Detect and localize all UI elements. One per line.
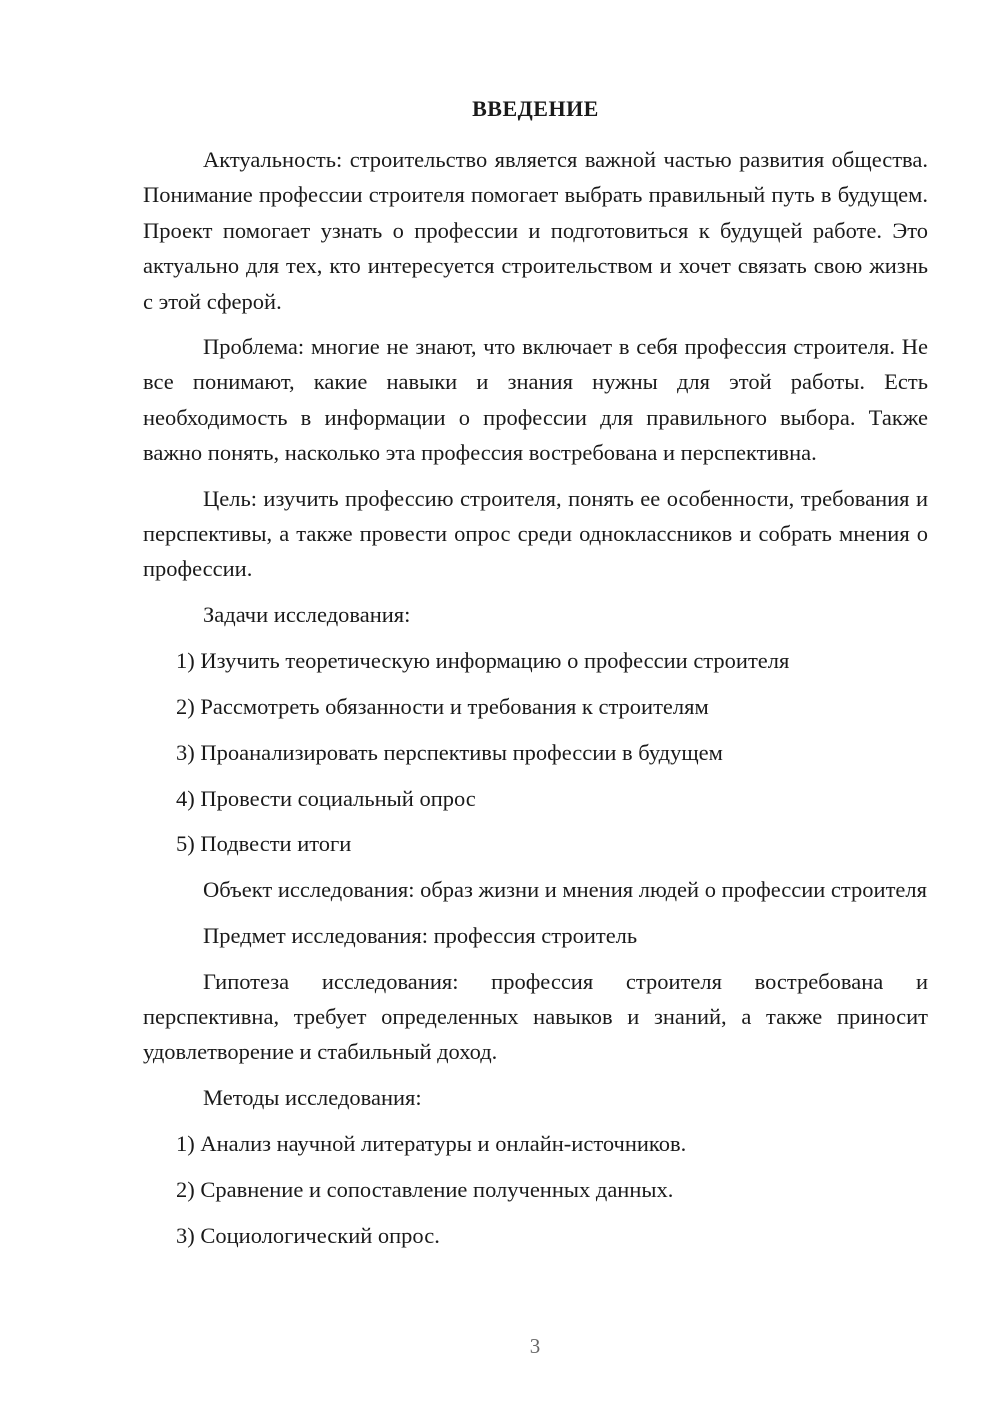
method-item: 2) Сравнение и сопоставление полученных данных. — [176, 1176, 674, 1202]
goal-paragraph: Цель: изучить профессию строителя, понять ее особенности, требования и перспективы, а также провести опрос среди одноклассников и собрать мнения о профессии. — [143, 485, 928, 582]
methods-heading: Методы исследования: — [203, 1084, 422, 1110]
hypothesis-paragraph: Гипотеза исследования: профессия строителя востребована и перспективна, требует определенных навыков и знаний, а также приносит удовлетворение и стабильный доход. — [143, 968, 928, 1065]
task-item: 3) Проанализировать перспективы профессии в будущем — [176, 739, 723, 765]
task-item: 5) Подвести итоги — [176, 831, 352, 857]
research-object-paragraph: Объект исследования: образ жизни и мнения людей о профессии строителя — [203, 877, 927, 903]
problem-paragraph: Проблема: многие не знают, что включает в себя профессия строителя. Не все понимают, какие навыки и знания нужны для этой работы. Есть необходимость в информации о профессии для правильного выбора. Также важно понять, насколько эта профессия востребована и перспективна. — [143, 334, 928, 466]
document-body — [143, 142, 928, 1263]
task-item: 2) Рассмотреть обязанности и требования к строителям — [176, 693, 709, 719]
page-number: 3 — [529, 1334, 541, 1358]
research-subject-paragraph: Предмет исследования: профессия строитель — [203, 922, 638, 948]
tasks-heading: Задачи исследования: — [203, 601, 411, 627]
method-item: 1) Анализ научной литературы и онлайн-источников. — [176, 1130, 687, 1156]
method-item: 3) Социологический опрос. — [176, 1222, 440, 1248]
task-item: 1) Изучить теоретическую информацию о профессии строителя — [176, 647, 790, 673]
page-title: ВВЕДЕНИЕ — [472, 96, 599, 121]
task-item: 4) Провести социальный опрос — [176, 785, 476, 811]
relevance-paragraph: Актуальность: строительство является важной частью развития общества. Понимание профессии строителя помогает выбрать правильный путь в будущем. Проект помогает узнать о профессии и подготовиться к будущей работе. Это актуально для тех, кто интересуется строительством и хочет связать свою жизнь с этой сферой. — [143, 147, 928, 314]
